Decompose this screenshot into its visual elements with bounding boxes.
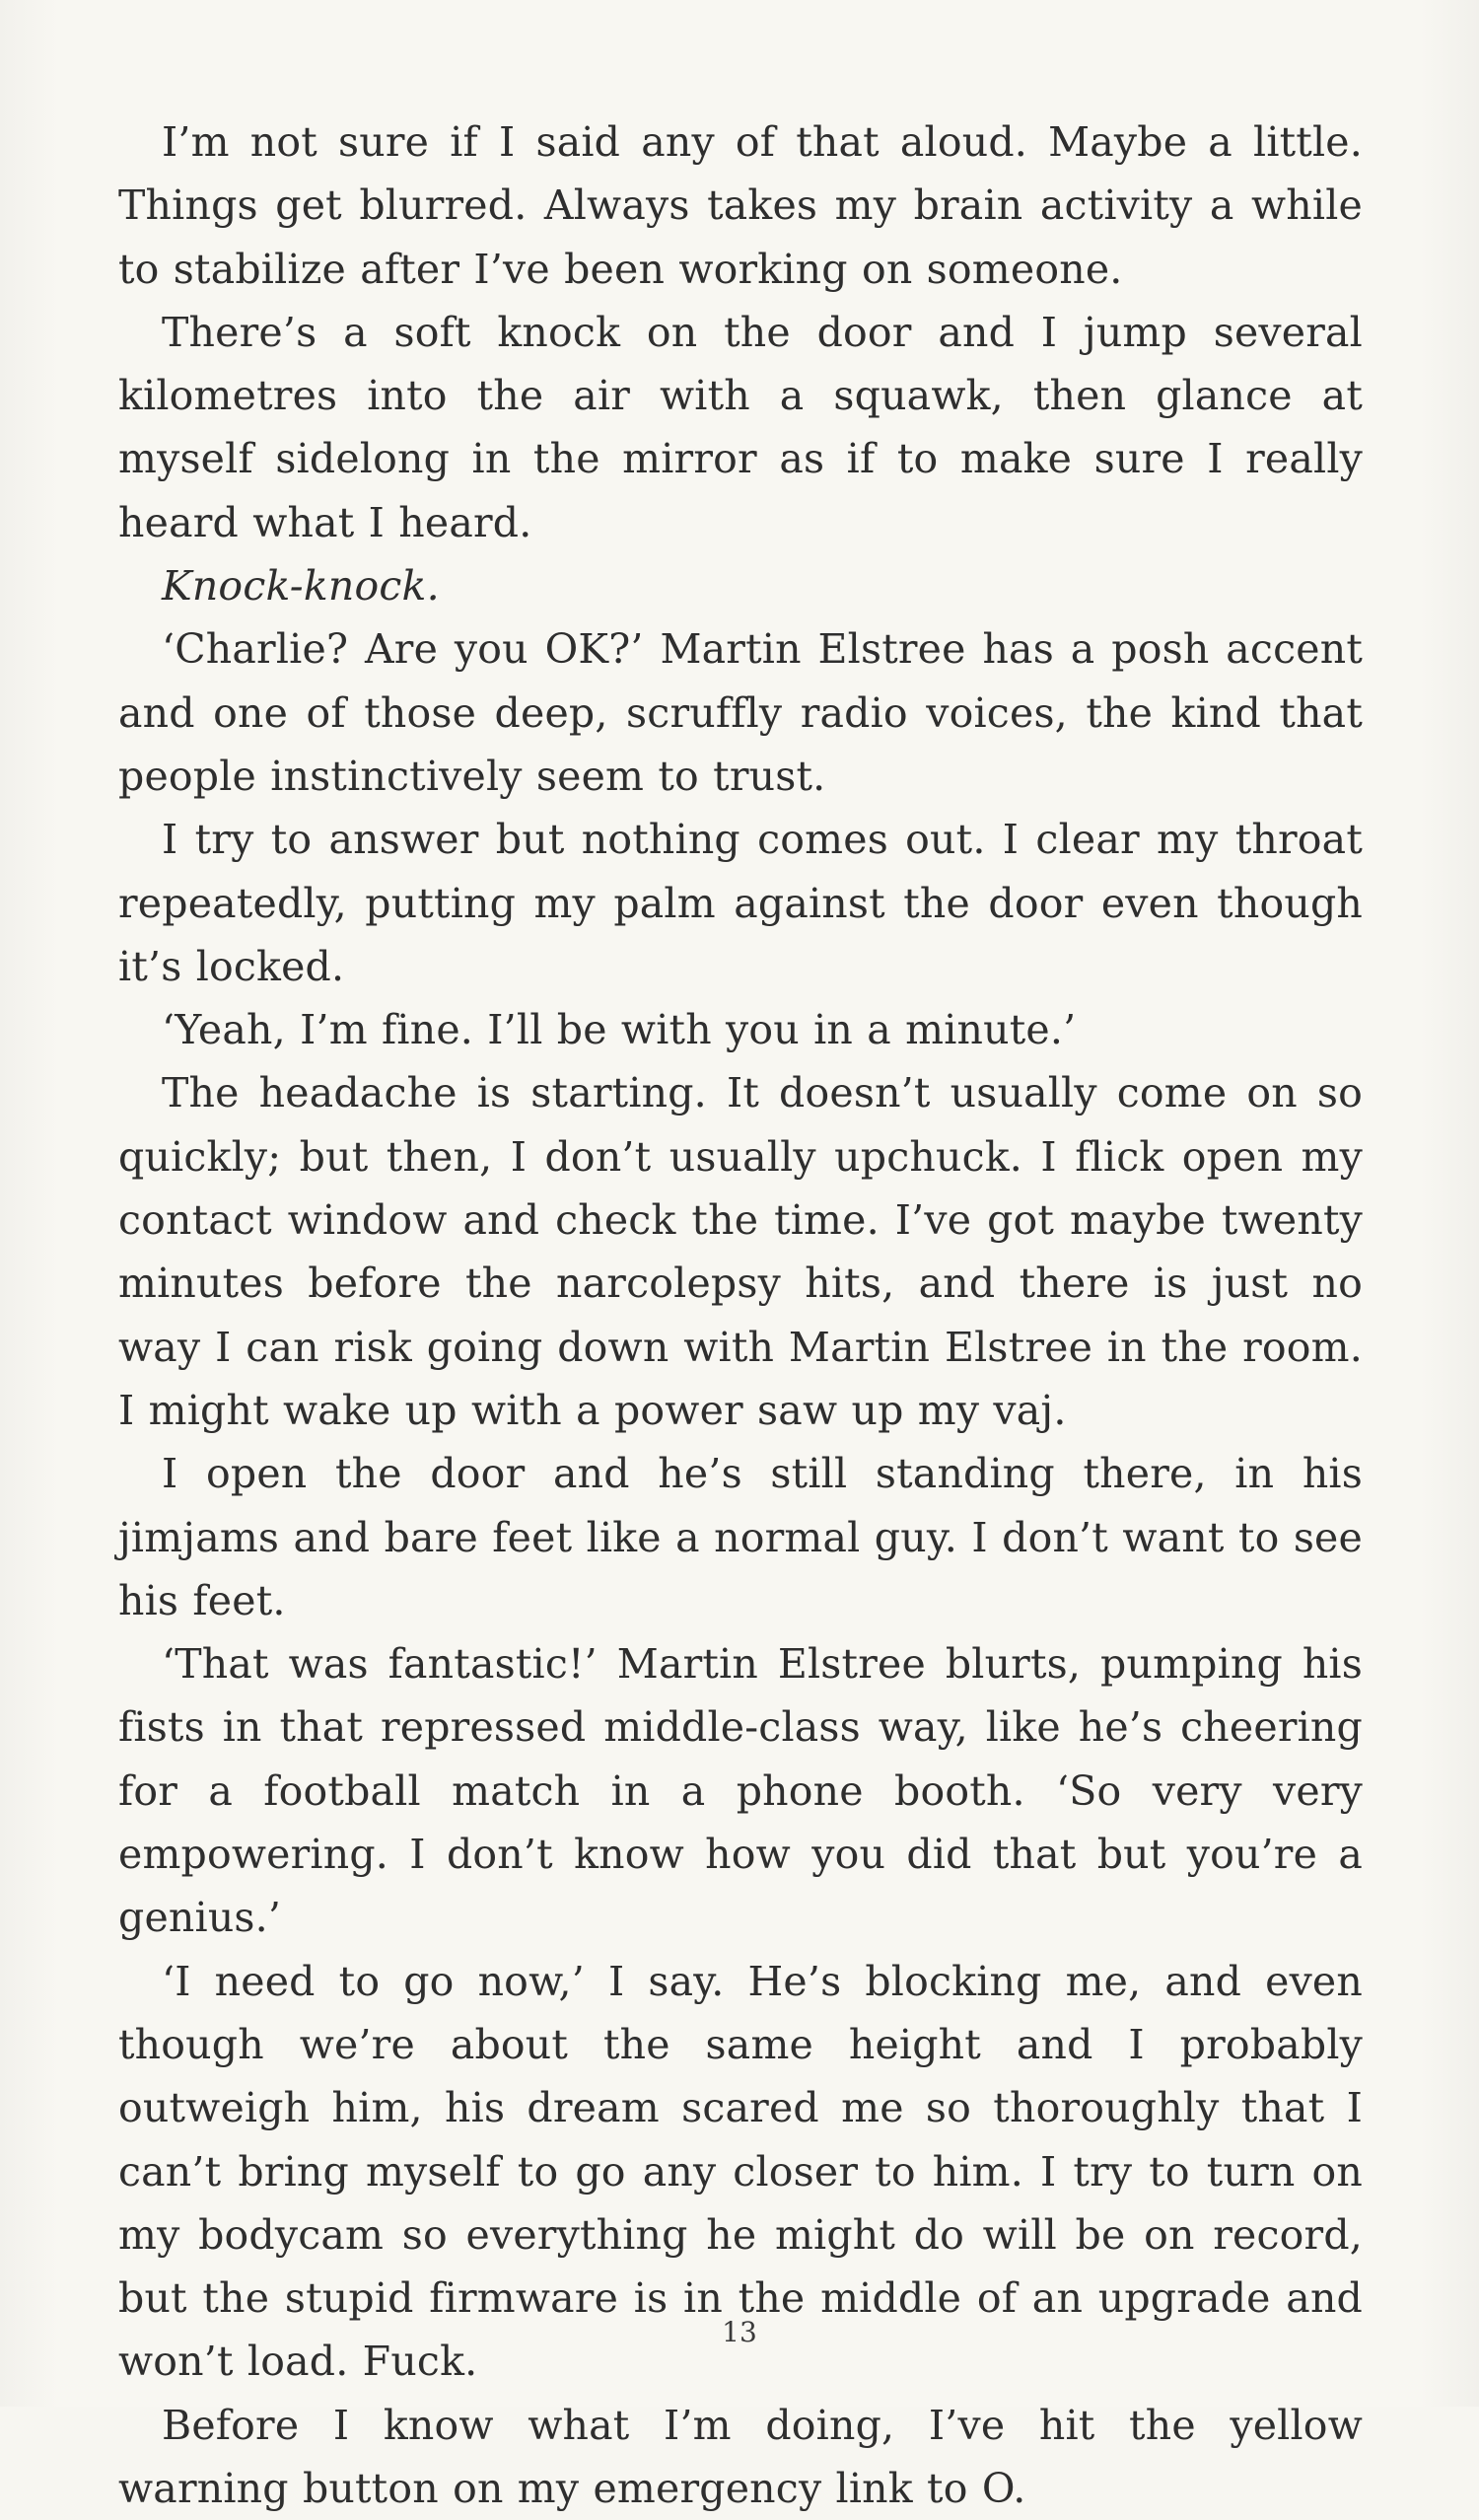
paragraph: I’m not sure if I said any of that aloud. Maybe a little. Things get blurred. Always takes my brain activity a while to stabilize after I’ve been working on someone. [118, 118, 1363, 293]
paragraph: I try to answer but nothing comes out. I clear my throat repeatedly, putting my palm against the door even though it’s locked. [118, 816, 1363, 990]
paragraph: There’s a soft knock on the door and I jump several kilometres into the air with a squawk, then glance at myself sidelong in the mirror as if to make sure I really heard what I heard. [118, 308, 1363, 546]
paragraph: ‘That was fantastic!’ Martin Elstree blurts, pumping his fists in that repressed middle-class way, like he’s cheering for a football match in a phone booth. ‘So very very empowering. I don’t know how you did that but you’re a genius.’ [118, 1640, 1363, 1942]
paragraph-italic: Knock-knock. [162, 562, 440, 611]
paragraph: Before I know what I’m doing, I’ve hit the yellow warning button on my emergency link to O. [118, 2401, 1363, 2512]
body-text [118, 110, 1363, 2520]
paragraph: I open the door and he’s still standing there, in his jimjams and bare feet like a normal guy. I don’t want to see his feet. [118, 1450, 1363, 1624]
paragraph: The headache is starting. It doesn’t usually come on so quickly; but then, I don’t usually upchuck. I flick open my contact window and check the time. I’ve got maybe twenty minutes before the narcolepsy hits, and there is just no way I can risk going down with Martin Elstree in the room. I might wake up with a power saw up my vaj. [118, 1069, 1363, 1434]
paragraph: ‘I need to go now,’ I say. He’s blocking me, and even though we’re about the same height and I probably outweigh him, his dream scared me so thoroughly that I can’t bring myself to go any closer to him. I try to turn on my bodycam so everything he might do will be on record, but the stupid firmware is in the middle of an upgrade and won’t load. Fuck. [118, 1957, 1363, 2386]
paragraph: ‘Charlie? Are you OK?’ Martin Elstree has a posh accent and one of those deep, scruffly radio voices, the kind that people instinctively seem to trust. [118, 625, 1363, 800]
paragraph: ‘Yeah, I’m fine. I’ll be with you in a minute.’ [162, 1006, 1077, 1054]
page-number: 13 [722, 2316, 757, 2348]
